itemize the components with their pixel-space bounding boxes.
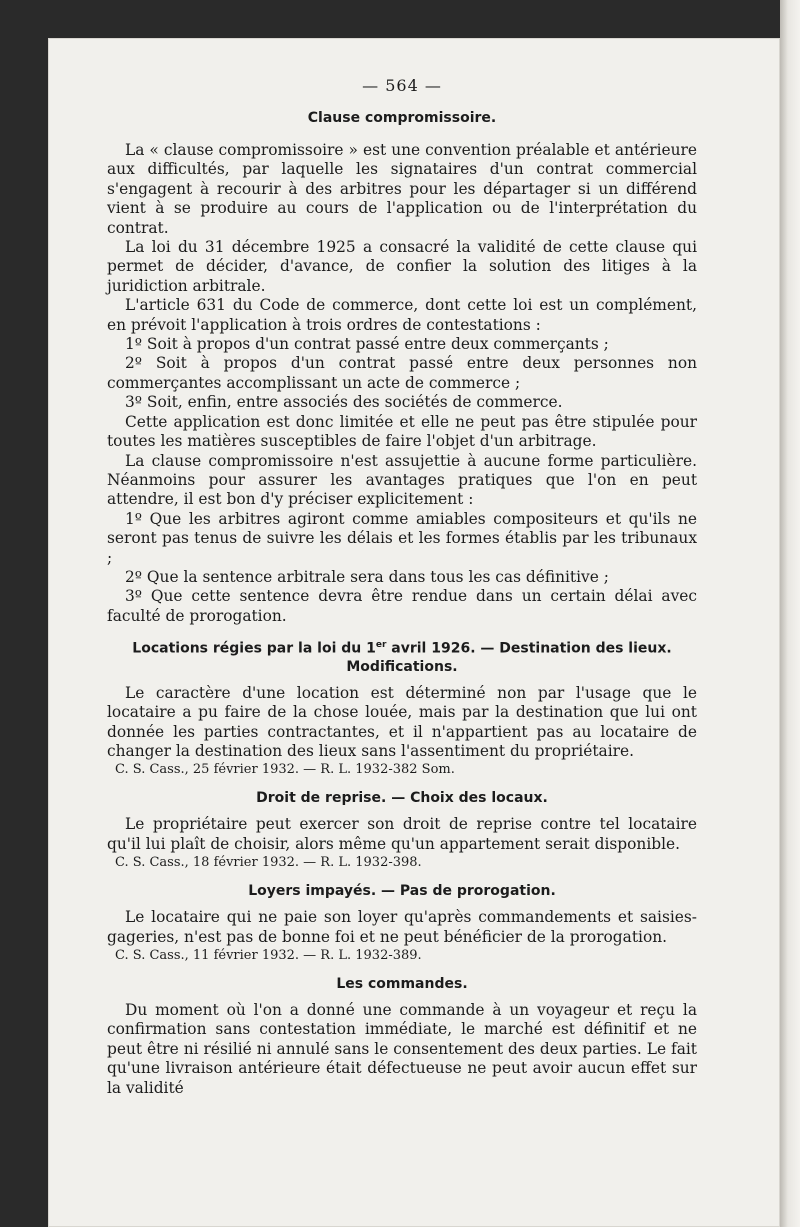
list-item: 1º Soit à propos d'un contrat passé entre deux commerçants ;	[125, 335, 609, 354]
citation: C. S. Cass., 25 février 1932. — R. L. 1932-382 Som.	[115, 762, 455, 778]
page-number: — 564 —	[362, 76, 442, 95]
paragraph: La loi du 31 décembre 1925 a consacré la validité de cette clause qui permet de décider, d'avance, de confier la solution des litiges à la juridiction arbitrale.	[107, 238, 697, 295]
paragraph: La « clause compromissoire » est une convention préalable et antérieure aux difficultés, par laquelle les signataires d'un contrat commercial s'engagent à recourir à des arbitres pour les départager si un différend vient à se produire au cours de l'application ou de l'interprétation du contrat.	[107, 141, 697, 237]
paragraph: Le caractère d'une location est déterminé non par l'usage que le locataire a pu faire de la chose louée, mais par la destination que lui ont donnée les parties contractantes, et il n'appartient pas au locataire de changer la destination des lieux sans l'assentiment du propriétaire.	[107, 683, 697, 761]
page-content	[107, 76, 697, 1098]
section-heading-locations	[107, 636, 697, 676]
paragraph: Le locataire qui ne paie son loyer qu'après commandements et saisies-gageries, n'est pas de bonne foi et ne peut bénéficier de la prorogation.	[107, 908, 697, 946]
paragraph: L'article 631 du Code de commerce, dont cette loi est un complément, en prévoit l'application à trois ordres de contestations :	[107, 296, 697, 334]
paragraph: Du moment où l'on a donné une commande à un voyageur et reçu la confirmation sans contestation immédiate, le marché est définitif et ne peut être ni résilié ni annulé sans le consentement des deux parties. Le fait qu'une livraison antérieure était défectueuse ne peut avoir aucun effet sur la validité	[107, 1001, 697, 1097]
section-heading-reprise: Droit de reprise. — Choix des locaux.	[256, 790, 548, 807]
list-item: 1º Que les arbitres agiront comme amiables compositeurs et qu'ils ne seront pas tenus de suivre les délais et les formes établis par les tribunaux ;	[107, 509, 697, 567]
list-item: 2º Que la sentence arbitrale sera dans tous les cas définitive ;	[125, 567, 609, 586]
list-item: 2º Soit à propos d'un contrat passé entre deux personnes non commerçantes accomplissant un acte de commerce ;	[107, 354, 697, 392]
list-item: 3º Que cette sentence devra être rendue dans un certain délai avec faculté de prorogation.	[107, 587, 697, 625]
citation: C. S. Cass., 11 février 1932. — R. L. 1932-389.	[115, 948, 422, 964]
paragraph: Cette application est donc limitée et elle ne peut pas être stipulée pour toutes les matières susceptibles de faire l'objet d'un arbitrage.	[107, 412, 697, 451]
heading-part: Locations régies par la loi du 1	[132, 640, 376, 657]
paragraph: Le propriétaire peut exercer son droit de reprise contre tel locataire qu'il lui plaît de choisir, alors même qu'un appartement serait disponible.	[107, 815, 697, 853]
section-heading-commandes: Les commandes.	[336, 976, 468, 993]
list-item: 3º Soit, enfin, entre associés des sociétés de commerce.	[125, 393, 563, 412]
heading-superscript: er	[375, 640, 387, 651]
section-heading-clause: Clause compromissoire.	[307, 110, 497, 126]
section-heading-loyers: Loyers impayés. — Pas de prorogation.	[248, 883, 556, 900]
paragraph: La clause compromissoire n'est assujettie à aucune forme particulière. Néanmoins pour assurer les avantages pratiques que l'on en peut attendre, il est bon d'y préciser explicitement :	[107, 451, 697, 509]
page-edge	[780, 0, 800, 1227]
heading-part: avril 1926. — Destination des lieux. Modifications.	[346, 640, 672, 675]
citation: C. S. Cass., 18 février 1932. — R. L. 1932-398.	[115, 855, 422, 871]
